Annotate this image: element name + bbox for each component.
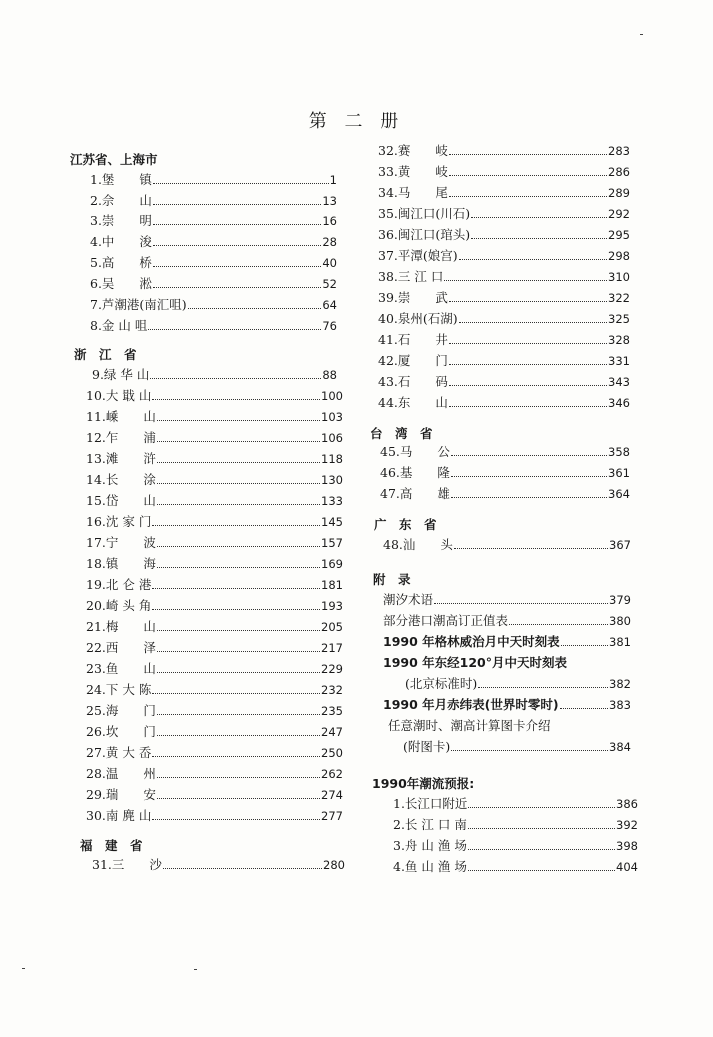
entry-page: 40 <box>322 256 337 270</box>
toc-entry[interactable] <box>383 591 631 609</box>
toc-entry[interactable] <box>90 296 337 314</box>
toc-entry[interactable] <box>380 485 630 503</box>
leader-dots <box>468 818 615 829</box>
entry-page: 381 <box>609 635 631 649</box>
leader-dots <box>561 635 608 646</box>
entry-page: 247 <box>321 725 343 739</box>
section-heading-taiwan: 台 湾 省 <box>370 426 433 441</box>
entry-label: 1990 年月赤纬表(世界时零时) <box>383 697 559 712</box>
entry-page: 52 <box>322 277 337 291</box>
entry-label: 47.高 雄 <box>380 486 450 501</box>
entry-page: 386 <box>616 797 638 811</box>
toc-entry[interactable] <box>90 192 337 210</box>
entry-label: 18.镇 海 <box>86 556 156 571</box>
toc-entry[interactable] <box>86 513 343 531</box>
entry-page: 232 <box>321 683 343 697</box>
entry-label: 11.嵊 山 <box>86 409 156 424</box>
entry-label: 1990 年格林威治月中天时刻表 <box>383 634 560 649</box>
toc-entry[interactable] <box>378 394 630 412</box>
entry-page: 262 <box>321 767 343 781</box>
toc-entry[interactable] <box>86 660 343 678</box>
toc-entry[interactable] <box>92 856 345 874</box>
toc-entry[interactable] <box>403 738 631 756</box>
entry-label: 36.闽江口(琯头) <box>378 227 471 242</box>
entry-label: 44.东 山 <box>378 395 448 410</box>
entry-label: 22.西 泽 <box>86 640 156 655</box>
entry-label: 4.中 浚 <box>90 234 152 249</box>
toc-entry[interactable] <box>393 795 638 813</box>
leader-dots <box>157 788 320 799</box>
entry-label: 9.绿 华 山 <box>92 367 150 382</box>
page-title: 第 二 册 <box>308 111 405 132</box>
leader-dots <box>459 249 607 260</box>
entry-label: 32.赛 岐 <box>378 143 448 158</box>
entry-label: 1.长江口附近 <box>393 796 468 811</box>
leader-dots <box>163 858 322 869</box>
leader-dots <box>449 165 607 176</box>
toc-entry[interactable] <box>393 858 638 876</box>
entry-page: 343 <box>608 375 630 389</box>
toc-entry[interactable] <box>86 765 343 783</box>
toc-entry[interactable] <box>90 171 337 189</box>
entry-page: 64 <box>322 298 337 312</box>
leader-dots <box>451 740 608 751</box>
entry-page: 145 <box>321 515 343 529</box>
entry-page: 310 <box>608 270 630 284</box>
entry-page: 277 <box>321 809 343 823</box>
entry-page: 88 <box>322 368 337 382</box>
leader-dots <box>153 194 321 205</box>
toc-entry[interactable] <box>378 226 630 244</box>
entry-label: 39.崇 武 <box>378 290 448 305</box>
leader-dots <box>157 473 320 484</box>
leader-dots <box>157 410 320 421</box>
toc-entry[interactable] <box>86 597 343 615</box>
toc-entry[interactable] <box>86 534 343 552</box>
leader-dots <box>449 333 607 344</box>
entry-page: 13 <box>322 194 337 208</box>
entry-label: 30.南 麂 山 <box>86 808 152 823</box>
entry-label: 28.温 州 <box>86 766 156 781</box>
entry-label: 43.石 码 <box>378 374 448 389</box>
entry-label: 15.岱 山 <box>86 493 156 508</box>
entry-page: 217 <box>321 641 343 655</box>
leader-dots <box>157 494 320 505</box>
toc-entry[interactable] <box>378 289 630 307</box>
toc-entry[interactable] <box>86 807 343 825</box>
toc-entry[interactable] <box>90 233 337 251</box>
entry-label: 部分港口潮高订正值表 <box>383 613 509 628</box>
entry-label: 33.黄 岐 <box>378 164 448 179</box>
entry-label: 27.黄 大 岙 <box>86 745 152 760</box>
leader-dots <box>152 809 320 820</box>
leader-dots <box>157 704 320 715</box>
entry-label: 40.泉州(石湖) <box>378 311 458 326</box>
entry-label: 6.吴 淞 <box>90 276 152 291</box>
entry-page: 100 <box>321 389 343 403</box>
entry-label: (附图卡) <box>403 739 451 754</box>
entry-page: 325 <box>608 312 630 326</box>
leader-dots <box>449 375 607 386</box>
entry-page: 295 <box>608 228 630 242</box>
leader-dots <box>152 599 320 610</box>
entry-page: 286 <box>608 165 630 179</box>
toc-entry[interactable] <box>86 744 343 762</box>
entry-label: 38.三 江 口 <box>378 269 444 284</box>
entry-page: 346 <box>608 396 630 410</box>
entry-page: 367 <box>609 538 631 552</box>
toc-entry[interactable] <box>378 268 630 286</box>
entry-page: 289 <box>608 186 630 200</box>
entry-page: 118 <box>321 452 343 466</box>
leader-dots <box>451 445 607 456</box>
leader-dots <box>153 256 321 267</box>
entry-label: 12.乍 浦 <box>86 430 156 445</box>
toc-entry[interactable] <box>86 681 343 699</box>
entry-label: 4.鱼 山 渔 场 <box>393 859 467 874</box>
leader-dots <box>152 746 320 757</box>
leader-dots <box>449 396 607 407</box>
toc-entry[interactable] <box>86 639 343 657</box>
entry-page: 298 <box>608 249 630 263</box>
toc-entry[interactable] <box>86 618 343 636</box>
entry-label: 3.舟 山 渔 场 <box>393 838 467 853</box>
toc-entry[interactable] <box>86 555 343 573</box>
leader-dots <box>449 144 607 155</box>
toc-entry[interactable] <box>383 633 631 651</box>
toc-entry[interactable] <box>90 275 337 293</box>
entry-page: 404 <box>616 860 638 874</box>
entry-label: 7.芦潮港(南汇咀) <box>90 297 187 312</box>
entry-page: 328 <box>608 333 630 347</box>
leader-dots <box>152 389 320 400</box>
toc-entry[interactable] <box>378 331 630 349</box>
entry-label: 19.北 仑 港 <box>86 577 152 592</box>
leader-dots <box>468 860 615 871</box>
entry-page: 283 <box>608 144 630 158</box>
leader-dots <box>454 538 608 549</box>
entry-page: 106 <box>321 431 343 445</box>
entry-label: 37.平潭(娘宫) <box>378 248 458 263</box>
toc-entry[interactable] <box>378 247 630 265</box>
section-heading-jiangsu-shanghai: 江苏省、上海市 <box>70 152 158 167</box>
leader-dots <box>468 839 615 850</box>
leader-dots <box>157 767 320 778</box>
entry-label: 20.崎 头 角 <box>86 598 152 613</box>
entry-page: 382 <box>609 677 631 691</box>
toc-entry[interactable] <box>378 163 630 181</box>
leader-dots <box>152 578 320 589</box>
entry-page: 292 <box>608 207 630 221</box>
entry-page: 157 <box>321 536 343 550</box>
leader-dots <box>150 368 321 379</box>
leader-dots <box>157 452 320 463</box>
leader-dots <box>509 614 608 625</box>
toc-entry[interactable] <box>90 212 337 230</box>
leader-dots <box>153 173 329 184</box>
entry-label: 34.马 尾 <box>378 185 448 200</box>
leader-dots <box>459 312 607 323</box>
leader-dots <box>444 270 607 281</box>
entry-label: 35.闽江口(川石) <box>378 206 471 221</box>
entry-page: 235 <box>321 704 343 718</box>
entry-label: 48.汕 头 <box>383 537 453 552</box>
toc-entry[interactable] <box>86 429 343 447</box>
entry-label: 16.沈 家 门 <box>86 514 152 529</box>
entry-label: 26.坎 门 <box>86 724 156 739</box>
entry-page: 384 <box>609 740 631 754</box>
leader-dots <box>451 487 607 498</box>
leader-dots <box>471 207 607 218</box>
scan-speck <box>194 969 197 970</box>
entry-label: 3.崇 明 <box>90 213 152 228</box>
entry-label: 14.长 涂 <box>86 472 156 487</box>
entry-label: (北京标准时) <box>405 676 478 691</box>
entry-label: 10.大 戢 山 <box>86 388 152 403</box>
entry-page: 322 <box>608 291 630 305</box>
toc-entry[interactable] <box>383 696 631 714</box>
toc-entry[interactable] <box>378 310 630 328</box>
entry-label: 2.长 江 口 南 <box>393 817 467 832</box>
leader-dots <box>153 214 321 225</box>
toc-entry[interactable] <box>86 492 343 510</box>
entry-page: 193 <box>321 599 343 613</box>
entry-label: 24.下 大 陈 <box>86 682 152 697</box>
entry-label: 5.高 桥 <box>90 255 152 270</box>
toc-entry[interactable] <box>393 837 638 855</box>
entry-page: 250 <box>321 746 343 760</box>
entry-label: 31.三 沙 <box>92 857 162 872</box>
section-heading-guangdong: 广 东 省 <box>374 517 437 532</box>
section-heading-fujian: 福 建 省 <box>80 838 143 853</box>
leader-dots <box>449 291 607 302</box>
entry-page: 1 <box>329 173 337 187</box>
entry-label: 45.马 公 <box>380 444 450 459</box>
leader-dots <box>451 466 607 477</box>
leader-dots <box>449 186 607 197</box>
entry-page: 28 <box>322 235 337 249</box>
entry-label: 2.佘 山 <box>90 193 152 208</box>
toc-entry[interactable] <box>378 352 630 370</box>
leader-dots <box>157 536 320 547</box>
entry-label: 潮汐术语 <box>383 592 434 607</box>
entry-page: 364 <box>608 487 630 501</box>
toc-entry[interactable] <box>405 675 631 693</box>
section-heading-zhejiang: 浙 江 省 <box>74 347 137 362</box>
entry-page: 103 <box>321 410 343 424</box>
entry-page: 379 <box>609 593 631 607</box>
leader-dots <box>478 677 608 688</box>
leader-dots <box>157 557 320 568</box>
toc-entry[interactable] <box>383 612 631 630</box>
toc-entry[interactable] <box>86 408 343 426</box>
leader-dots <box>152 515 320 526</box>
toc-entry[interactable] <box>378 142 630 160</box>
entry-page: 358 <box>608 445 630 459</box>
toc-entry-text[interactable]: 1990 年东经120°月中天时刻表 <box>383 655 567 670</box>
leader-dots <box>157 620 320 631</box>
entry-label: 25.海 门 <box>86 703 156 718</box>
toc-entry[interactable] <box>383 536 631 554</box>
entry-page: 392 <box>616 818 638 832</box>
entry-page: 16 <box>322 214 337 228</box>
leader-dots <box>471 228 607 239</box>
leader-dots <box>152 683 320 694</box>
toc-entry[interactable] <box>86 450 343 468</box>
entry-page: 169 <box>321 557 343 571</box>
entry-label: 13.滩 浒 <box>86 451 156 466</box>
toc-entry[interactable] <box>380 443 630 461</box>
entry-page: 76 <box>322 319 337 333</box>
entry-label: 21.梅 山 <box>86 619 156 634</box>
leader-dots <box>468 797 615 808</box>
leader-dots <box>157 431 320 442</box>
entry-page: 181 <box>321 578 343 592</box>
entry-page: 130 <box>321 473 343 487</box>
entry-page: 398 <box>616 839 638 853</box>
entry-label: 23.鱼 山 <box>86 661 156 676</box>
entry-label: 29.瑞 安 <box>86 787 156 802</box>
entry-label: 1.堡 镇 <box>90 172 152 187</box>
leader-dots <box>153 235 321 246</box>
toc-entry[interactable] <box>378 373 630 391</box>
leader-dots <box>157 641 320 652</box>
toc-entry[interactable] <box>92 366 337 384</box>
entry-page: 383 <box>609 698 631 712</box>
leader-dots <box>560 698 608 709</box>
toc-entry[interactable] <box>380 464 630 482</box>
entry-page: 331 <box>608 354 630 368</box>
entry-page: 361 <box>608 466 630 480</box>
toc-entry-text[interactable]: 任意潮时、潮高计算图卡介绍 <box>388 718 551 733</box>
toc-entry[interactable] <box>86 471 343 489</box>
leader-dots <box>434 593 608 604</box>
entry-label: 8.金 山 咀 <box>90 318 148 333</box>
leader-dots <box>157 725 320 736</box>
entry-label: 17.宁 波 <box>86 535 156 550</box>
section-heading-appendix: 附 录 <box>373 572 411 587</box>
scan-speck <box>640 34 643 35</box>
entry-page: 380 <box>609 614 631 628</box>
entry-label: 42.厦 门 <box>378 353 448 368</box>
section-heading-forecast: 1990年潮流预报: <box>372 776 475 791</box>
entry-page: 205 <box>321 620 343 634</box>
entry-page: 133 <box>321 494 343 508</box>
toc-entry[interactable] <box>90 317 337 335</box>
leader-dots <box>148 319 321 330</box>
toc-entry[interactable] <box>86 702 343 720</box>
leader-dots <box>157 662 320 673</box>
toc-entry[interactable] <box>90 254 337 272</box>
entry-page: 229 <box>321 662 343 676</box>
entry-page: 274 <box>321 788 343 802</box>
toc-entry[interactable] <box>378 184 630 202</box>
leader-dots <box>188 298 322 309</box>
toc-entry[interactable] <box>86 387 343 405</box>
entry-label: 41.石 井 <box>378 332 448 347</box>
toc-entry[interactable] <box>86 576 343 594</box>
entry-label: 46.基 隆 <box>380 465 450 480</box>
entry-page: 280 <box>323 858 345 872</box>
toc-entry[interactable] <box>86 786 343 804</box>
leader-dots <box>153 277 321 288</box>
scan-speck <box>22 968 25 969</box>
toc-entry[interactable] <box>378 205 630 223</box>
leader-dots <box>449 354 607 365</box>
toc-entry[interactable] <box>86 723 343 741</box>
toc-entry[interactable] <box>393 816 638 834</box>
